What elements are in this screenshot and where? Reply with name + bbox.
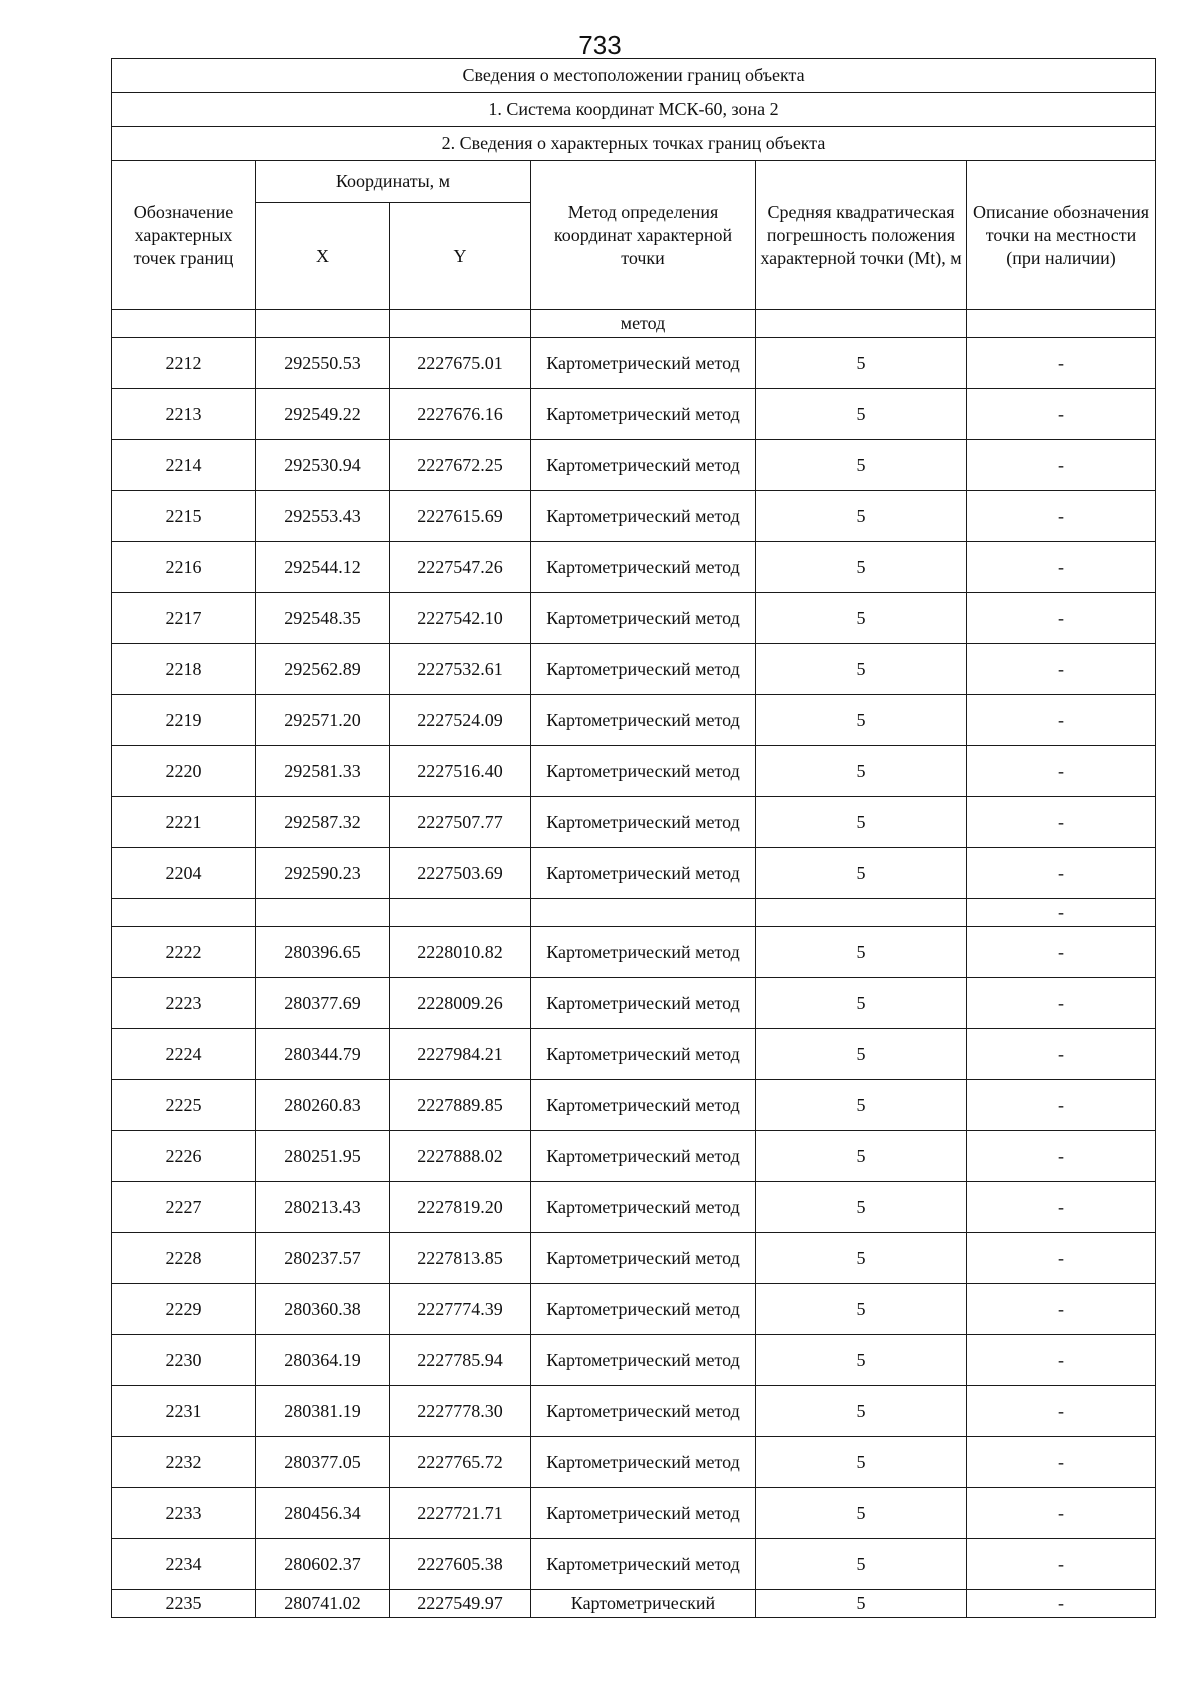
table-row xyxy=(112,440,1156,491)
cell-desc: - xyxy=(967,927,1156,978)
cell-point: 2213 xyxy=(112,389,256,440)
header-row-1 xyxy=(112,161,1156,203)
cell-method: Картометрический метод xyxy=(531,1029,756,1080)
cell-point: 2233 xyxy=(112,1488,256,1539)
cell-desc: - xyxy=(967,1284,1156,1335)
table-row xyxy=(112,1590,1156,1618)
cell-method: Картометрический метод xyxy=(531,440,756,491)
separator-row xyxy=(112,899,1156,927)
cell-desc: - xyxy=(967,1182,1156,1233)
cell-mt: 5 xyxy=(756,1284,967,1335)
cell-y: 2227542.10 xyxy=(390,593,531,644)
cell-method: Картометрический метод xyxy=(531,978,756,1029)
table-row xyxy=(112,848,1156,899)
table-row xyxy=(112,644,1156,695)
cell-x: 292550.53 xyxy=(256,338,390,389)
cell-y: 2228009.26 xyxy=(390,978,531,1029)
points-section-title: 2. Сведения о характерных точках границ объекта xyxy=(112,127,1156,161)
cell-desc: - xyxy=(967,797,1156,848)
cell-point: 2221 xyxy=(112,797,256,848)
table-row xyxy=(112,1335,1156,1386)
cell-y: 2227676.16 xyxy=(390,389,531,440)
cell-method: Картометрический метод xyxy=(531,1284,756,1335)
cell-desc: - xyxy=(967,1029,1156,1080)
cell-desc: - xyxy=(967,338,1156,389)
cell-desc: - xyxy=(967,1335,1156,1386)
cell-point: 2220 xyxy=(112,746,256,797)
coordinates-table xyxy=(111,58,1156,1618)
cell-mt: 5 xyxy=(756,927,967,978)
table-row xyxy=(112,695,1156,746)
cell-point: 2218 xyxy=(112,644,256,695)
cell-mt: 5 xyxy=(756,1488,967,1539)
cell-x: 280344.79 xyxy=(256,1029,390,1080)
table-row xyxy=(112,1488,1156,1539)
cell-point: 2234 xyxy=(112,1539,256,1590)
cell-mt: 5 xyxy=(756,593,967,644)
table-row xyxy=(112,927,1156,978)
cell-mt: 5 xyxy=(756,1539,967,1590)
cell-point: 2212 xyxy=(112,338,256,389)
cell-point: 2222 xyxy=(112,927,256,978)
cell-method: Картометрический метод xyxy=(531,1080,756,1131)
cell-mt: 5 xyxy=(756,338,967,389)
cell-desc: - xyxy=(967,542,1156,593)
continuation-desc xyxy=(967,310,1156,338)
table-row xyxy=(112,1386,1156,1437)
cell-mt: 5 xyxy=(756,1386,967,1437)
cell-x: 280377.05 xyxy=(256,1437,390,1488)
table-row xyxy=(112,593,1156,644)
cell-y: 2227516.40 xyxy=(390,746,531,797)
cell-x: 292544.12 xyxy=(256,542,390,593)
cell-y: 2227672.25 xyxy=(390,440,531,491)
cell-point: 2226 xyxy=(112,1131,256,1182)
cell-method: Картометрический метод xyxy=(531,1386,756,1437)
cell-method: Картометрический метод xyxy=(531,1437,756,1488)
cell-x: 280602.37 xyxy=(256,1539,390,1590)
cell-mt: 5 xyxy=(756,1029,967,1080)
cell-method: Картометрический метод xyxy=(531,1182,756,1233)
cell-desc: - xyxy=(967,1488,1156,1539)
cell-x: 292530.94 xyxy=(256,440,390,491)
table-row xyxy=(112,389,1156,440)
cell-x: 292590.23 xyxy=(256,848,390,899)
cell-desc: - xyxy=(967,644,1156,695)
cell-x: 280741.02 xyxy=(256,1590,390,1618)
cell-method: Картометрический метод xyxy=(531,338,756,389)
cell-point: 2204 xyxy=(112,848,256,899)
cell-method: Картометрический метод xyxy=(531,1488,756,1539)
cell-y: 2227675.01 xyxy=(390,338,531,389)
cell-y: 2227765.72 xyxy=(390,1437,531,1488)
cell-x: 280237.57 xyxy=(256,1233,390,1284)
cell-method: Картометрический метод xyxy=(531,1335,756,1386)
cell-y: 2228010.82 xyxy=(390,927,531,978)
cell-method: Картометрический метод xyxy=(531,1131,756,1182)
header-description: Описание обозначения точки на местности (при наличии) xyxy=(967,161,1156,310)
cell-y: 2227547.26 xyxy=(390,542,531,593)
cell-x: 292553.43 xyxy=(256,491,390,542)
table-row xyxy=(112,1182,1156,1233)
cell-point: 2217 xyxy=(112,593,256,644)
cell-x: 280213.43 xyxy=(256,1182,390,1233)
cell-desc: - xyxy=(967,1437,1156,1488)
cell-desc: - xyxy=(967,848,1156,899)
cell-x: 292581.33 xyxy=(256,746,390,797)
cell-desc: - xyxy=(967,491,1156,542)
cell-method: Картометрический метод xyxy=(531,491,756,542)
table-row xyxy=(112,542,1156,593)
cell-desc: - xyxy=(967,440,1156,491)
cell-point: 2230 xyxy=(112,1335,256,1386)
cell-method: Картометрический метод xyxy=(531,389,756,440)
page-number: 733 xyxy=(578,30,622,60)
cell-mt: 5 xyxy=(756,389,967,440)
cell-y: 2227721.71 xyxy=(390,1488,531,1539)
cell-x: 280364.19 xyxy=(256,1335,390,1386)
cell-point: 2214 xyxy=(112,440,256,491)
header-method: Метод определения координат характерной точки xyxy=(531,161,756,310)
cell-method: Картометрический метод xyxy=(531,542,756,593)
table-title-row xyxy=(112,59,1156,93)
table-row xyxy=(112,1539,1156,1590)
cell-x: 280377.69 xyxy=(256,978,390,1029)
table-row xyxy=(112,1284,1156,1335)
table-body xyxy=(112,59,1156,1618)
cell-y: 2227778.30 xyxy=(390,1386,531,1437)
cell-point: 2227 xyxy=(112,1182,256,1233)
cell-y: 2227532.61 xyxy=(390,644,531,695)
cell-y: 2227549.97 xyxy=(390,1590,531,1618)
cell-y: 2227524.09 xyxy=(390,695,531,746)
cell-point: 2225 xyxy=(112,1080,256,1131)
cell-mt: 5 xyxy=(756,695,967,746)
header-x: X xyxy=(256,203,390,310)
cell-x: 292571.20 xyxy=(256,695,390,746)
cell-desc: - xyxy=(967,389,1156,440)
cell-desc: - xyxy=(967,695,1156,746)
continuation-row xyxy=(112,310,1156,338)
cell-mt: 5 xyxy=(756,978,967,1029)
cell-mt: 5 xyxy=(756,1590,967,1618)
points-section-row xyxy=(112,127,1156,161)
cell-mt: 5 xyxy=(756,746,967,797)
table-row xyxy=(112,1233,1156,1284)
cell-desc: - xyxy=(967,1590,1156,1618)
cell-mt: 5 xyxy=(756,1233,967,1284)
continuation-method: метод xyxy=(531,310,756,338)
table-row xyxy=(112,491,1156,542)
separator-desc: - xyxy=(967,899,1156,927)
table-row xyxy=(112,338,1156,389)
cell-mt: 5 xyxy=(756,542,967,593)
header-mean-error: Средняя квадратическая погрешность положения характерной точки (Mt), м xyxy=(756,161,967,310)
cell-point: 2235 xyxy=(112,1590,256,1618)
cell-point: 2231 xyxy=(112,1386,256,1437)
cell-mt: 5 xyxy=(756,848,967,899)
cell-mt: 5 xyxy=(756,797,967,848)
cell-y: 2227774.39 xyxy=(390,1284,531,1335)
cell-method: Картометрический метод xyxy=(531,1233,756,1284)
cell-y: 2227819.20 xyxy=(390,1182,531,1233)
cell-method: Картометрический метод xyxy=(531,927,756,978)
cell-point: 2216 xyxy=(112,542,256,593)
cell-method: Картометрический метод xyxy=(531,593,756,644)
cell-y: 2227888.02 xyxy=(390,1131,531,1182)
cell-y: 2227984.21 xyxy=(390,1029,531,1080)
cell-x: 292562.89 xyxy=(256,644,390,695)
cell-desc: - xyxy=(967,1131,1156,1182)
continuation-y xyxy=(390,310,531,338)
cell-desc: - xyxy=(967,1539,1156,1590)
cell-method: Картометрический xyxy=(531,1590,756,1618)
table-row xyxy=(112,797,1156,848)
coord-system-title: 1. Система координат МСК-60, зона 2 xyxy=(112,93,1156,127)
cell-y: 2227615.69 xyxy=(390,491,531,542)
cell-x: 292549.22 xyxy=(256,389,390,440)
coord-system-row xyxy=(112,93,1156,127)
cell-y: 2227889.85 xyxy=(390,1080,531,1131)
cell-x: 292587.32 xyxy=(256,797,390,848)
cell-x: 292548.35 xyxy=(256,593,390,644)
cell-mt: 5 xyxy=(756,491,967,542)
separator-cell xyxy=(531,899,756,927)
cell-x: 280396.65 xyxy=(256,927,390,978)
cell-point: 2219 xyxy=(112,695,256,746)
continuation-mt xyxy=(756,310,967,338)
cell-desc: - xyxy=(967,1386,1156,1437)
cell-x: 280381.19 xyxy=(256,1386,390,1437)
cell-desc: - xyxy=(967,1080,1156,1131)
separator-cell xyxy=(256,899,390,927)
cell-y: 2227605.38 xyxy=(390,1539,531,1590)
cell-y: 2227507.77 xyxy=(390,797,531,848)
table-title: Сведения о местоположении границ объекта xyxy=(112,59,1156,93)
cell-point: 2215 xyxy=(112,491,256,542)
cell-method: Картометрический метод xyxy=(531,695,756,746)
cell-desc: - xyxy=(967,1233,1156,1284)
table-row xyxy=(112,1437,1156,1488)
cell-x: 280456.34 xyxy=(256,1488,390,1539)
separator-cell xyxy=(112,899,256,927)
cell-y: 2227503.69 xyxy=(390,848,531,899)
continuation-x xyxy=(256,310,390,338)
cell-method: Картометрический метод xyxy=(531,1539,756,1590)
separator-cell xyxy=(756,899,967,927)
cell-y: 2227813.85 xyxy=(390,1233,531,1284)
cell-point: 2228 xyxy=(112,1233,256,1284)
header-point-designation: Обозначение характерных точек границ xyxy=(112,161,256,310)
cell-x: 280251.95 xyxy=(256,1131,390,1182)
cell-y: 2227785.94 xyxy=(390,1335,531,1386)
cell-mt: 5 xyxy=(756,1080,967,1131)
cell-point: 2232 xyxy=(112,1437,256,1488)
continuation-point xyxy=(112,310,256,338)
cell-x: 280360.38 xyxy=(256,1284,390,1335)
header-y: Y xyxy=(390,203,531,310)
table-row xyxy=(112,1080,1156,1131)
cell-desc: - xyxy=(967,978,1156,1029)
cell-method: Картометрический метод xyxy=(531,848,756,899)
separator-cell xyxy=(390,899,531,927)
cell-mt: 5 xyxy=(756,440,967,491)
table-row xyxy=(112,746,1156,797)
table-row xyxy=(112,1029,1156,1080)
cell-method: Картометрический метод xyxy=(531,746,756,797)
header-coordinates: Координаты, м xyxy=(256,161,531,203)
cell-point: 2229 xyxy=(112,1284,256,1335)
cell-mt: 5 xyxy=(756,1131,967,1182)
cell-desc: - xyxy=(967,746,1156,797)
cell-method: Картометрический метод xyxy=(531,797,756,848)
cell-desc: - xyxy=(967,593,1156,644)
cell-point: 2223 xyxy=(112,978,256,1029)
cell-mt: 5 xyxy=(756,1182,967,1233)
cell-mt: 5 xyxy=(756,1335,967,1386)
cell-mt: 5 xyxy=(756,644,967,695)
table-row xyxy=(112,978,1156,1029)
cell-point: 2224 xyxy=(112,1029,256,1080)
cell-x: 280260.83 xyxy=(256,1080,390,1131)
cell-mt: 5 xyxy=(756,1437,967,1488)
table-row xyxy=(112,1131,1156,1182)
cell-method: Картометрический метод xyxy=(531,644,756,695)
